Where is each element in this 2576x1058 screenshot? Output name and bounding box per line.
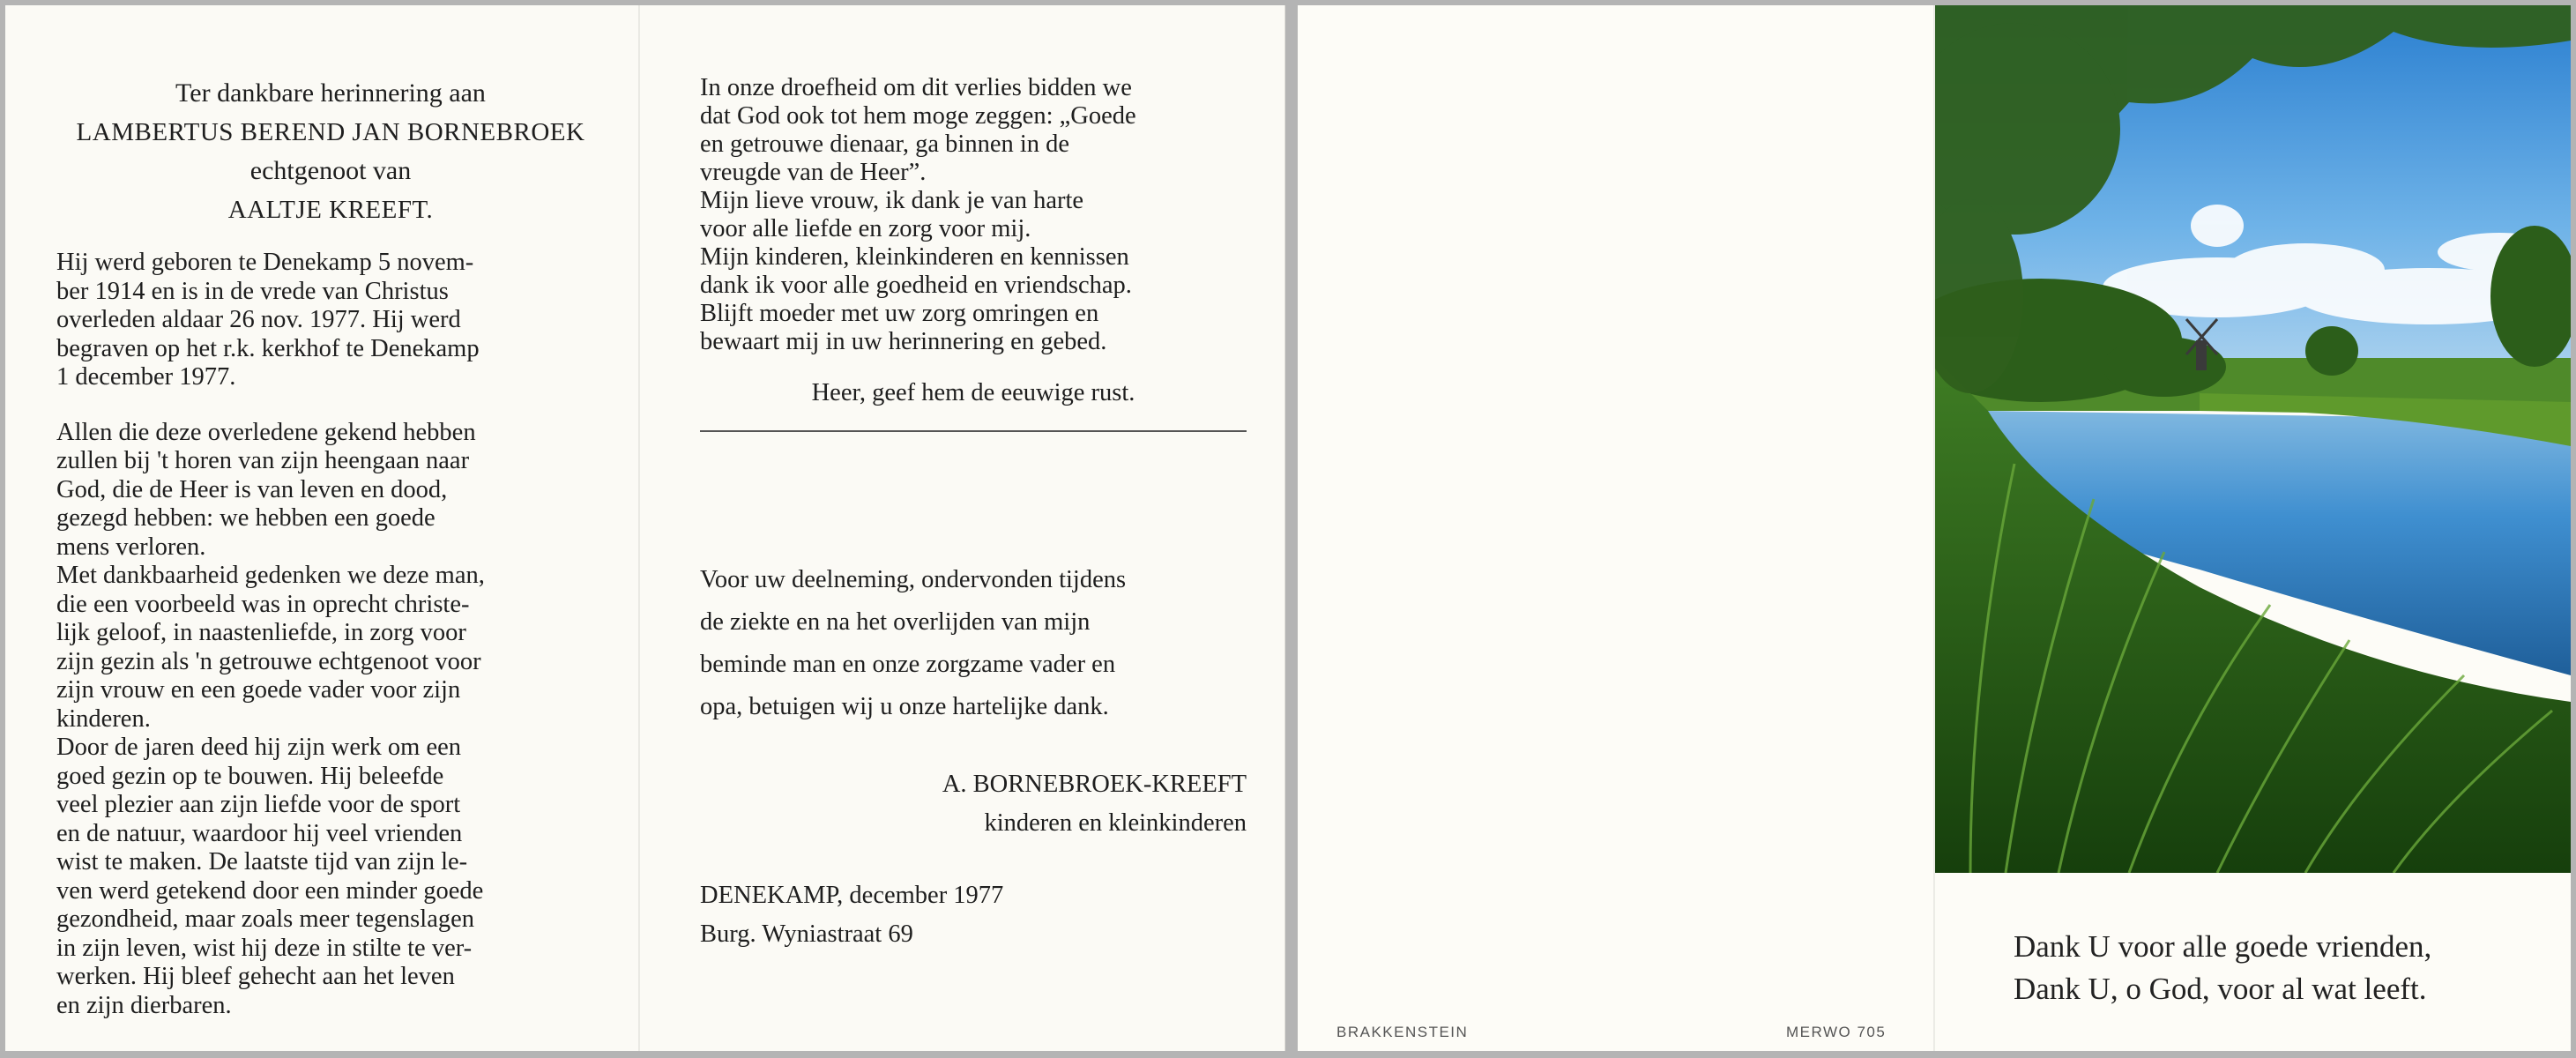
text-line: gezegd hebben: we hebben een goede	[56, 504, 436, 532]
text-line: beminde man en onze zorgzame vader en	[700, 651, 1116, 678]
landscape-illustration	[1935, 5, 2571, 873]
text-line: gezondheid, maar zoals meer tegenslagen	[56, 905, 474, 933]
signature-name: A. BORNEBROEK-KREEFT	[942, 771, 1247, 798]
text-line: zijn gezin als 'n getrouwe echtgenoot voor	[56, 647, 481, 675]
prayer-text	[700, 74, 1247, 356]
text-line: dank ik voor alle goedheid en vriendschap.	[700, 272, 1132, 299]
text-line: en de natuur, waardoor hij veel vrienden	[56, 819, 463, 847]
motto-line: Dank U, o God, voor al wat leeft.	[2014, 972, 2427, 1006]
text-line: ven werd getekend door een minder goede	[56, 876, 484, 905]
relation-line: echtgenoot van	[249, 156, 412, 185]
text-line: 1 december 1977.	[56, 363, 236, 391]
text-line: Voor uw deelneming, ondervonden tijdens	[700, 566, 1127, 593]
text-line: zijn vrouw en een goede vader voor zijn	[56, 676, 461, 704]
printer-name: BRAKKENSTEIN	[1336, 1024, 1469, 1040]
rest-prayer: Heer, geef hem de eeuwige rust.	[811, 379, 1135, 406]
text-line: voor alle liefde en zorg voor mij.	[700, 215, 1031, 242]
text-line: mens verloren.	[56, 533, 206, 561]
right-inner-page	[700, 74, 1247, 954]
text-line: opa, betuigen wij u onze hartelijke dank.	[700, 693, 1109, 720]
text-line: lijk geloof, in naastenliefde, in zorg voor	[56, 619, 466, 646]
deceased-name: LAMBERTUS BEREND JAN BORNEBROEK	[76, 118, 585, 146]
text-line: ber 1914 en is in de vrede van Christus	[56, 277, 449, 305]
text-line: goed gezin op te bouwen. Hij beleefde	[56, 762, 444, 790]
text-line: zullen bij 't horen van zijn heengaan naar	[56, 447, 470, 474]
place-and-address	[700, 876, 1247, 954]
text-line: kinderen.	[56, 704, 151, 733]
place-date: DENEKAMP, december 1977	[700, 882, 1004, 909]
text-line: Mijn lieve vrouw, ik dank je van harte	[700, 187, 1084, 214]
text-line: In onze droefheid om dit verlies bidden we	[700, 74, 1132, 101]
thanks-text	[700, 559, 1247, 728]
intro-line: Ter dankbare herinnering aan	[175, 78, 486, 108]
text-line: dat God ook tot hem moge zeggen: „Goede	[700, 102, 1136, 130]
text-line: bewaart mij in uw herinnering en gebed.	[700, 328, 1107, 355]
text-line: Door de jaren deed hij zijn werk om een	[56, 734, 461, 761]
text-line: Hij werd geboren te Denekamp 5 novem-	[56, 249, 474, 276]
fold-line	[638, 5, 640, 1051]
text-line: overleden aldaar 26 nov. 1977. Hij werd	[56, 306, 461, 333]
text-line: vreugde van de Heer”.	[700, 159, 927, 186]
text-line: de ziekte en na het overlijden van mijn	[700, 608, 1091, 636]
address: Burg. Wyniastraat 69	[700, 920, 913, 948]
text-line: en getrouwe dienaar, ga binnen in de	[700, 130, 1070, 158]
text-line: Met dankbaarheid gedenken we deze man,	[56, 562, 485, 589]
text-line: in zijn leven, wist hij deze in stilte te ver-	[56, 934, 473, 962]
text-line: die een voorbeeld was in oprecht christe-	[56, 590, 470, 618]
biography-text	[56, 249, 605, 1020]
motto-line: Dank U voor alle goede vrienden,	[2014, 929, 2432, 964]
signature	[700, 765, 1247, 843]
text-line: en zijn dierbaren.	[56, 991, 232, 1019]
print-code: MERWO 705	[1786, 1024, 1887, 1040]
front-motto	[2014, 926, 2560, 1010]
signature-family: kinderen en kleinkinderen	[984, 809, 1247, 837]
divider	[700, 430, 1247, 432]
text-line: veel plezier aan zijn liefde voor de sport	[56, 791, 461, 818]
text-line: Allen die deze overledene gekend hebben	[56, 418, 476, 446]
spouse-name: AALTJE KREEFT.	[227, 196, 434, 224]
left-page	[56, 74, 605, 1020]
inner-spread	[5, 5, 1285, 1051]
text-line: Mijn kinderen, kleinkinderen en kennissen	[700, 243, 1129, 271]
text-line: wist te maken. De laatste tijd van zijn le-	[56, 848, 468, 875]
text-line: begraven op het r.k. kerkhof te Denekamp	[56, 334, 480, 362]
text-line: God, die de Heer is van leven en dood,	[56, 475, 448, 503]
text-line: werken. Hij bleef gehecht aan het leven	[56, 963, 455, 990]
outer-spread	[1298, 5, 2571, 1051]
text-line: Blijft moeder met uw zorg omringen en	[700, 300, 1099, 327]
landscape-photo	[1935, 5, 2571, 873]
